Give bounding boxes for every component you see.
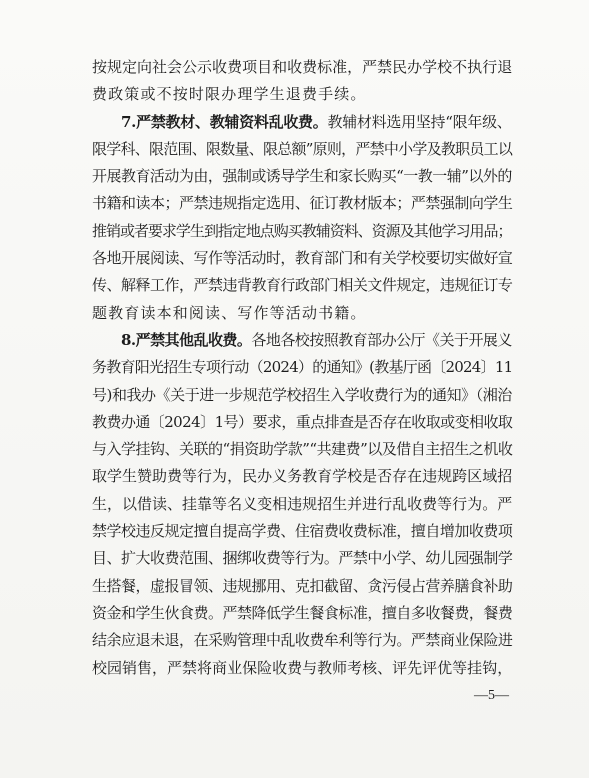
body-text <box>92 54 512 682</box>
text-line: 题教育读本和阅读、写作等活动书籍。 <box>92 303 367 322</box>
text-line: 生，以借读、挂靠等名义变相违规招生并进行乱收费等行为。严 <box>92 494 513 513</box>
text-line-section-8 <box>92 327 512 354</box>
text-line: 推销或者要求学生到指定地点购买教辅资料、资源及其他学习用品； <box>92 221 512 240</box>
text-line-section-7 <box>92 109 512 136</box>
text-line: 限学科、限范围、限数量、限总额”原则，严禁中小学及教职员工以 <box>92 139 513 158</box>
text-line: 取学生赞助费等行为，民办义务教育学校是否存在违规跨区域招 <box>92 467 513 486</box>
text-line: 生搭餐，虚报冒领、违规挪用、克扣截留、贪污侵占营养膳食补助 <box>92 576 513 595</box>
text-line: 资金和学生伙食费。严禁降低学生餐食标准，擅自多收餐费，餐费 <box>92 603 513 622</box>
text-line: 开展教育活动为由，强制或诱导学生和家长购买“一教一辅”以外的 <box>92 167 512 186</box>
section-text: 教辅材料选用坚持“限年级、 <box>327 112 512 131</box>
section-heading-8: 8.严禁其他乱收费。 <box>121 330 252 349</box>
text-line: 务教育阳光招生专项行动（2024）的通知》(教基厅函〔2024〕11 <box>92 358 513 377</box>
page-number: —5— <box>474 688 509 703</box>
text-line: 书籍和读本；严禁违规指定选用、征订教材版本；严禁强制向学生 <box>92 194 513 213</box>
text-line: 按规定向社会公示收费项目和收费标准，严禁民办学校不执行退 <box>92 58 513 76</box>
text-line: 禁学校违反规定擅自提高学费、住宿费收费标准，擅自增加收费项 <box>92 522 513 541</box>
text-line: 传、解释工作，严禁违背教育行政部门相关文件规定，违规征订专 <box>92 276 513 295</box>
section-heading-7: 7.严禁教材、教辅资料乱收费。 <box>121 112 328 131</box>
section-text: 各地各校按照教育部办公厅《关于开展义 <box>251 330 512 349</box>
text-line: 结余应退未退，在采购管理中乱收费牟利等行为。严禁商业保险进 <box>92 631 513 650</box>
text-line: 教费办通〔2024〕1号）要求，重点排查是否存在收取或变相收取 <box>92 412 513 431</box>
text-line: 各地开展阅读、写作等活动时，教育部门和有关学校要切实做好宣 <box>92 249 513 268</box>
text-line: 与入学挂钩、关联的“捐资助学款”“共建费”以及借自主招生之机收 <box>92 440 513 459</box>
text-line: 校园销售，严禁将商业保险收费与教师考核、评先评优等挂钩， <box>92 658 513 677</box>
text-line: 号)和我办《关于进一步规范学校招生入学收费行为的通知》（湘治 <box>92 385 512 404</box>
text-line: 目、扩大收费范围、捆绑收费等行为。严禁中小学、幼儿园强制学 <box>92 549 513 568</box>
text-line: 费政策或不按时限办理学生退费手续。 <box>92 85 367 104</box>
